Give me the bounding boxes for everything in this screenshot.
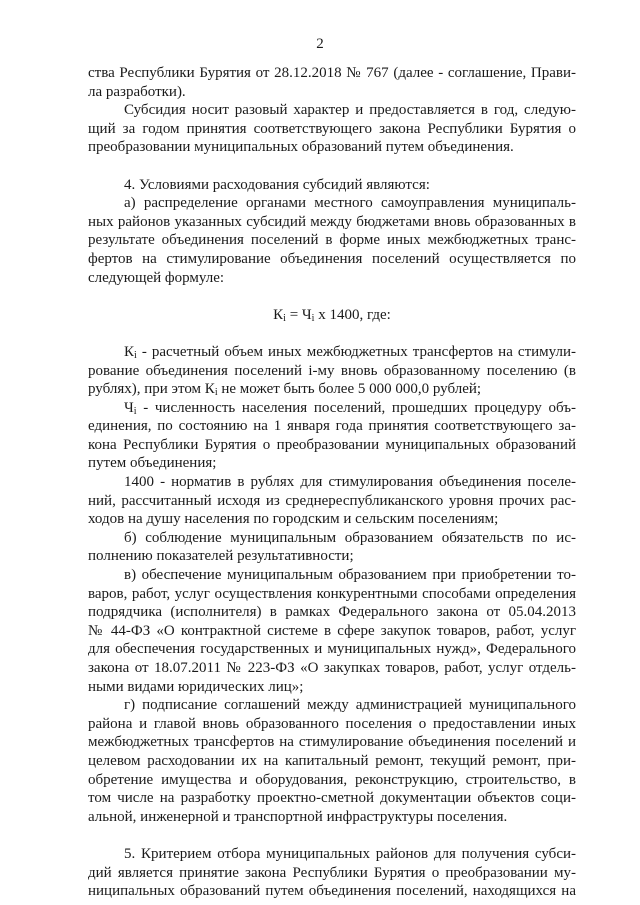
definition-1400 (88, 473, 576, 529)
text-line: кона Республики Бурятия о преобразовании муниципальных образований (88, 436, 576, 453)
page-number: 2 (316, 36, 324, 52)
symbol-k-subscript: i (214, 387, 218, 399)
text-line: варов, работ, услуг осуществления конкурентными способами определения (88, 585, 576, 602)
condition-a (88, 194, 576, 287)
symbol-k-subscript: i (134, 349, 137, 361)
text-line: ными видами юридических лиц»; (88, 678, 304, 695)
paragraph-continuation (88, 64, 576, 101)
formula-k: К (273, 306, 284, 323)
text-line: 1400 - норматив в рублях для стимулирования объединения поселе- (124, 474, 576, 491)
text-line: целевом расходовании их на капитальный ремонт, текущий ремонт, при- (88, 752, 576, 769)
text-line: рование объединения поселений i-му вновь образованному поселению (в (88, 362, 576, 379)
text-line (88, 380, 576, 399)
section-4-heading (88, 176, 576, 195)
spacer (88, 324, 576, 343)
text-line: а) распределение органами местного самоуправления муниципаль- (124, 195, 576, 212)
document-body (88, 64, 576, 901)
text-line: для обеспечения государственных и муниципальных нужд», Федерального (88, 641, 576, 658)
text-line (88, 399, 576, 418)
text-line (88, 343, 576, 362)
definition-text: - численность населения поселений, прошедших процедуру объ- (136, 399, 576, 416)
formula-eq: = Ч (285, 306, 312, 323)
symbol-ch-subscript: i (133, 405, 137, 417)
text-line: 4. Условиями расходования субсидий являются: (124, 176, 430, 193)
section-5-criteria (88, 845, 576, 901)
text-line: подрядчика (исполнителя) в рамках Федерального закона от 05.04.2013 (88, 604, 576, 621)
text-line: обретение имущества и оборудования, реконструкцию, строительство, в (88, 771, 576, 788)
text-line: преобразовании муниципальных образований путем объединения. (88, 139, 514, 156)
text-line: единения, по состоянию на 1 января года принятия соответствующего за- (88, 418, 576, 435)
condition-g (88, 696, 576, 826)
text-line: б) соблюдение муниципальным образованием обязательств по ис- (124, 529, 576, 546)
paragraph-subsidy-nature (88, 101, 576, 157)
symbol-k: К (124, 343, 135, 360)
formula-rest: х 1400, где: (314, 306, 391, 323)
formula-k-subscript: i (283, 312, 286, 324)
text-line: Субсидия носит разовый характер и предоставляется в год, следую- (124, 102, 576, 119)
text-line: путем объединения; (88, 455, 217, 472)
text-line: ных районов указанных субсидий между бюджетами вновь образованных в (88, 213, 576, 230)
text-line: щий за годом принятия соответствующего закона Республики Бурятия о (88, 120, 576, 137)
spacer (88, 287, 576, 306)
formula-ch-subscript: i (311, 312, 315, 324)
text-line: межбюджетных трансфертов на стимулирование объединения поселений и (88, 734, 576, 751)
definition-ch (88, 399, 576, 473)
text-line: следующей формуле: (88, 269, 225, 286)
text-line: закона от 18.07.2011 № 223-ФЗ «О закупках товаров, работ, услуг отдель- (88, 660, 576, 676)
text-line: ний, рассчитанный исходя из среднереспубликанского уровня прочих рас- (88, 492, 576, 509)
definition-text: рублях), при этом К (88, 381, 215, 398)
text-line: ла разработки). (88, 83, 186, 100)
spacer (88, 826, 576, 845)
text-line: ства Республики Бурятия от 28.12.2018 № 767 (далее - соглашение, Прави- (88, 65, 576, 81)
definition-text: не может быть более 5 000 000,0 рублей; (217, 381, 482, 398)
text-line: фертов на стимулирование объединения поселений осуществляется по (88, 250, 576, 267)
condition-b (88, 529, 576, 566)
text-line: том числе на разработку проектно-сметной документации объектов соци- (88, 790, 576, 807)
text-line: ниципальных образований путем объединения поселений, находящихся на (88, 883, 576, 900)
text-line: № 44-ФЗ «О контрактной системе в сфере закупок товаров, работ, услуг (88, 622, 576, 639)
text-line: района и главой вновь образованного поселения о предоставлении иных (88, 715, 576, 732)
text-line: ходов на душу населения по городским и сельским поселениям; (88, 511, 499, 528)
text-line: в) обеспечение муниципальным образованием при приобретении то- (124, 567, 576, 584)
text-line: дий является принятие закона Республики Бурятия о преобразовании му- (88, 864, 576, 881)
definition-text: - расчетный объем иных межбюджетных трансфертов на стимули- (136, 343, 576, 360)
text-line: альной, инженерной и транспортной инфраструктуры поселения. (88, 808, 508, 825)
formula (88, 306, 576, 325)
text-line: полнению показателей результативности; (88, 548, 354, 565)
text-line: г) подписание соглашений между администрацией муниципального (124, 697, 576, 714)
definition-k (88, 343, 576, 399)
text-line: 5. Критерием отбора муниципальных районов для получения субси- (124, 845, 576, 862)
text-line: результате объединения поселений в форме иных межбюджетных транс- (88, 232, 576, 249)
spacer (88, 157, 576, 176)
symbol-ch: Ч (124, 399, 134, 416)
condition-v (88, 566, 576, 696)
